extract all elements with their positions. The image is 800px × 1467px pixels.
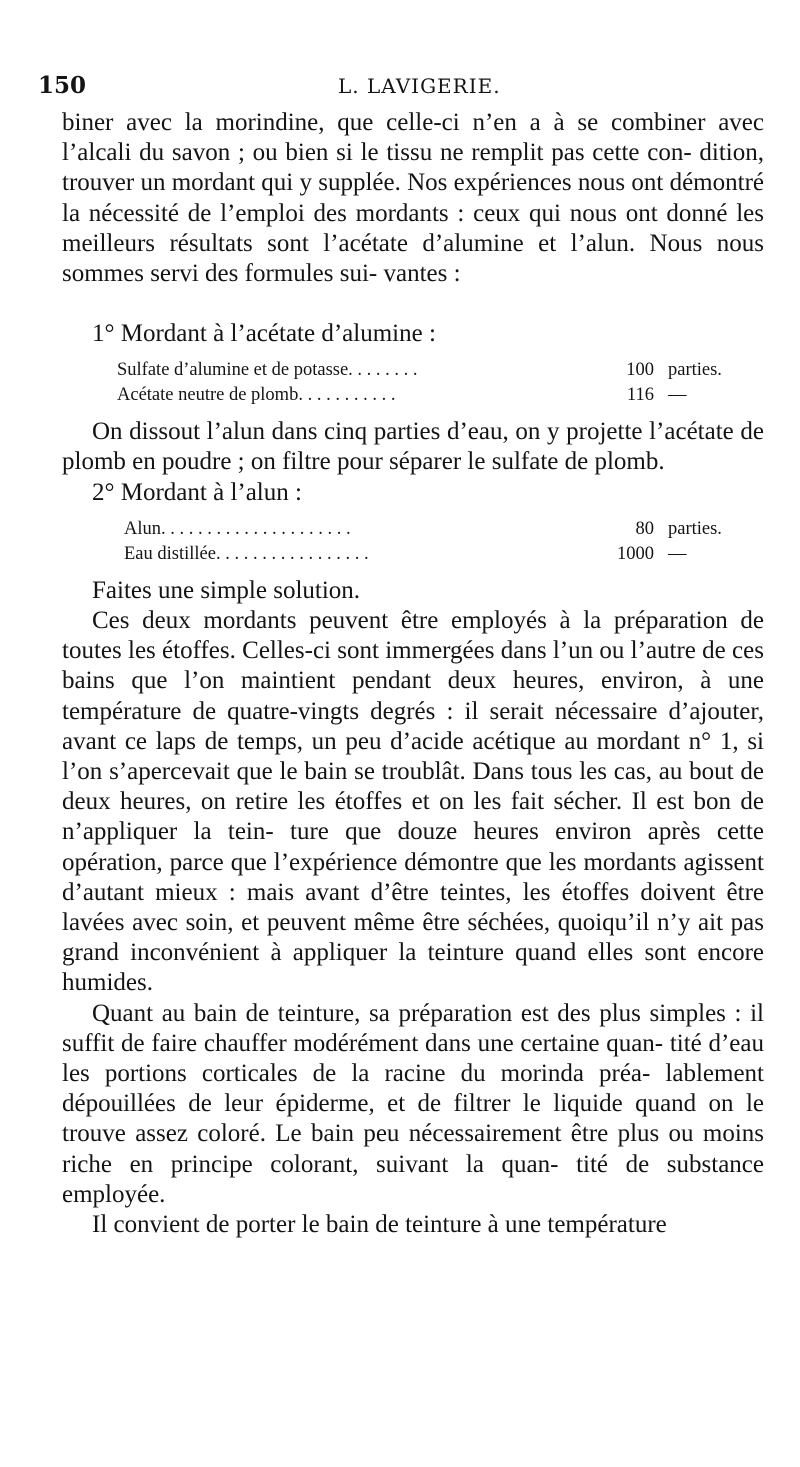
text-line: être plus ou moins riche en principe colorant, suivant la quan-: [62, 1120, 765, 1178]
ingredient-quantity: 116: [626, 385, 654, 406]
text-line: les étoffes et on les fait sécher. Il est bon de n’appliquer la tein-: [62, 788, 764, 846]
paragraph-5: [62, 999, 764, 1210]
formula-row: [62, 383, 764, 408]
text-line: mieux : mais avant d’être teintes, les étoffes doivent être lavées: [62, 878, 765, 937]
ingredient-label: Sulfate d’alumine et de potasse. . . . . . . .: [117, 360, 418, 381]
ingredient-quantity: 100: [626, 360, 654, 381]
ingredient-label: Acétate neutre de plomb. . . . . . . . . . .: [117, 385, 396, 406]
formula-table-1: [62, 358, 764, 408]
ingredient-unit: —: [668, 385, 687, 406]
text-line: l’alcali du savon ; ou bien si le tissu ne remplit pas cette con-: [62, 139, 700, 167]
text-line: avec soin, et peuvent même être séchées, quoiqu’il n’y ait pas: [132, 909, 764, 937]
ingredient-quantity: 1000: [617, 543, 654, 564]
text-line: tité d’eau les portions corticales de la racine du morinda préa-: [62, 1029, 764, 1088]
ingredient-label: Alun. . . . . . . . . . . . . . . . . . . . .: [124, 518, 351, 539]
text-line: d’alumine et l’alun. Nous nous sommes servi des formules sui-: [62, 229, 764, 288]
paragraph-3: Faites une simple solution.: [92, 576, 361, 604]
text-line: dition, trouver un mordant qui y supplée. Nos expériences: [62, 139, 764, 197]
text-line: On dissout l’alun dans cinq parties d’eau, on y projette: [92, 418, 650, 446]
paragraph-2: [62, 417, 764, 477]
text-line: de toutes les étoffes. Celles-ci sont immergées dans l’un ou: [62, 607, 764, 665]
text-line: encore humides.: [62, 939, 764, 997]
heading-mordant-acetate: 1° Mordant à l’acétate d’alumine :: [92, 320, 436, 347]
text-line: ceux qui nous ont donné les meilleurs résultats sont l’acétate: [62, 199, 765, 257]
heading-mordant-alun: 2° Mordant à l’alun :: [92, 478, 302, 506]
text-line: acétique au mordant n° 1, si l’on s’apercevait que le bain se: [62, 727, 764, 786]
text-line: biner avec la morindine, que celle-ci n’en a à se combiner avec: [62, 109, 764, 136]
formula-table-2: [62, 517, 764, 567]
page-header: [38, 72, 764, 102]
running-head: L. LAVIGERIE.: [338, 74, 501, 98]
text-line: troublât. Dans tous les cas, au bout de deux heures, on retire: [62, 758, 764, 816]
text-line: environ, à une température de quatre-vingts degrés : il serait: [62, 667, 764, 725]
text-line: l’acétate de plomb en poudre ; on filtre pour séparer le sulfate: [62, 418, 764, 476]
text-line: ture que douze heures environ après cette opération, parce que: [62, 818, 764, 876]
ingredient-label: Eau distillée. . . . . . . . . . . . . . . . .: [124, 543, 369, 564]
ingredient-quantity: 80: [635, 518, 654, 539]
ingredient-unit: —: [668, 543, 687, 564]
formula-row: [62, 358, 764, 383]
text-line: grand inconvénient à appliquer la teinture quand elles sont: [62, 939, 698, 967]
paragraph-6: Il convient de porter le bain de teinture à une température: [92, 1211, 667, 1239]
formula-row: [62, 517, 764, 542]
text-line: Quant au bain de teinture, sa préparation est des plus simples :: [92, 999, 751, 1027]
text-line: de plomb.: [564, 448, 665, 476]
text-line: quand on le trouve assez coloré. Le bain peu nécessairement: [62, 1090, 764, 1148]
text-line: Ces deux mordants peuvent être employés à la préparation: [92, 607, 741, 635]
formula-row: [62, 542, 764, 567]
text-line: il suffit de faire chauffer modérément dans une certaine quan-: [62, 999, 764, 1057]
text-line: nécessaire d’ajouter, avant ce laps de temps, un peu d’acide: [62, 697, 764, 755]
page-number: 150: [38, 72, 87, 99]
ingredient-unit: parties.: [668, 360, 722, 381]
paragraph-4: [62, 606, 764, 999]
page-body: [62, 108, 764, 1240]
text-line: l’expérience démontre que les mordants agissent d’autant: [62, 848, 764, 906]
text-line: lablement dépouillées de leur épiderme, et de filtrer le liquide: [62, 1060, 764, 1118]
ingredient-unit: parties.: [668, 518, 722, 539]
text-line: vantes :: [383, 260, 461, 288]
text-line: nous ont démontré la nécessité de l’emploi des mordants :: [62, 169, 764, 227]
paragraph-1: [62, 108, 764, 319]
text-line: l’autre de ces bains que l’on maintient pendant deux heures,: [62, 637, 764, 695]
text-line: tité de substance employée.: [62, 1150, 764, 1208]
